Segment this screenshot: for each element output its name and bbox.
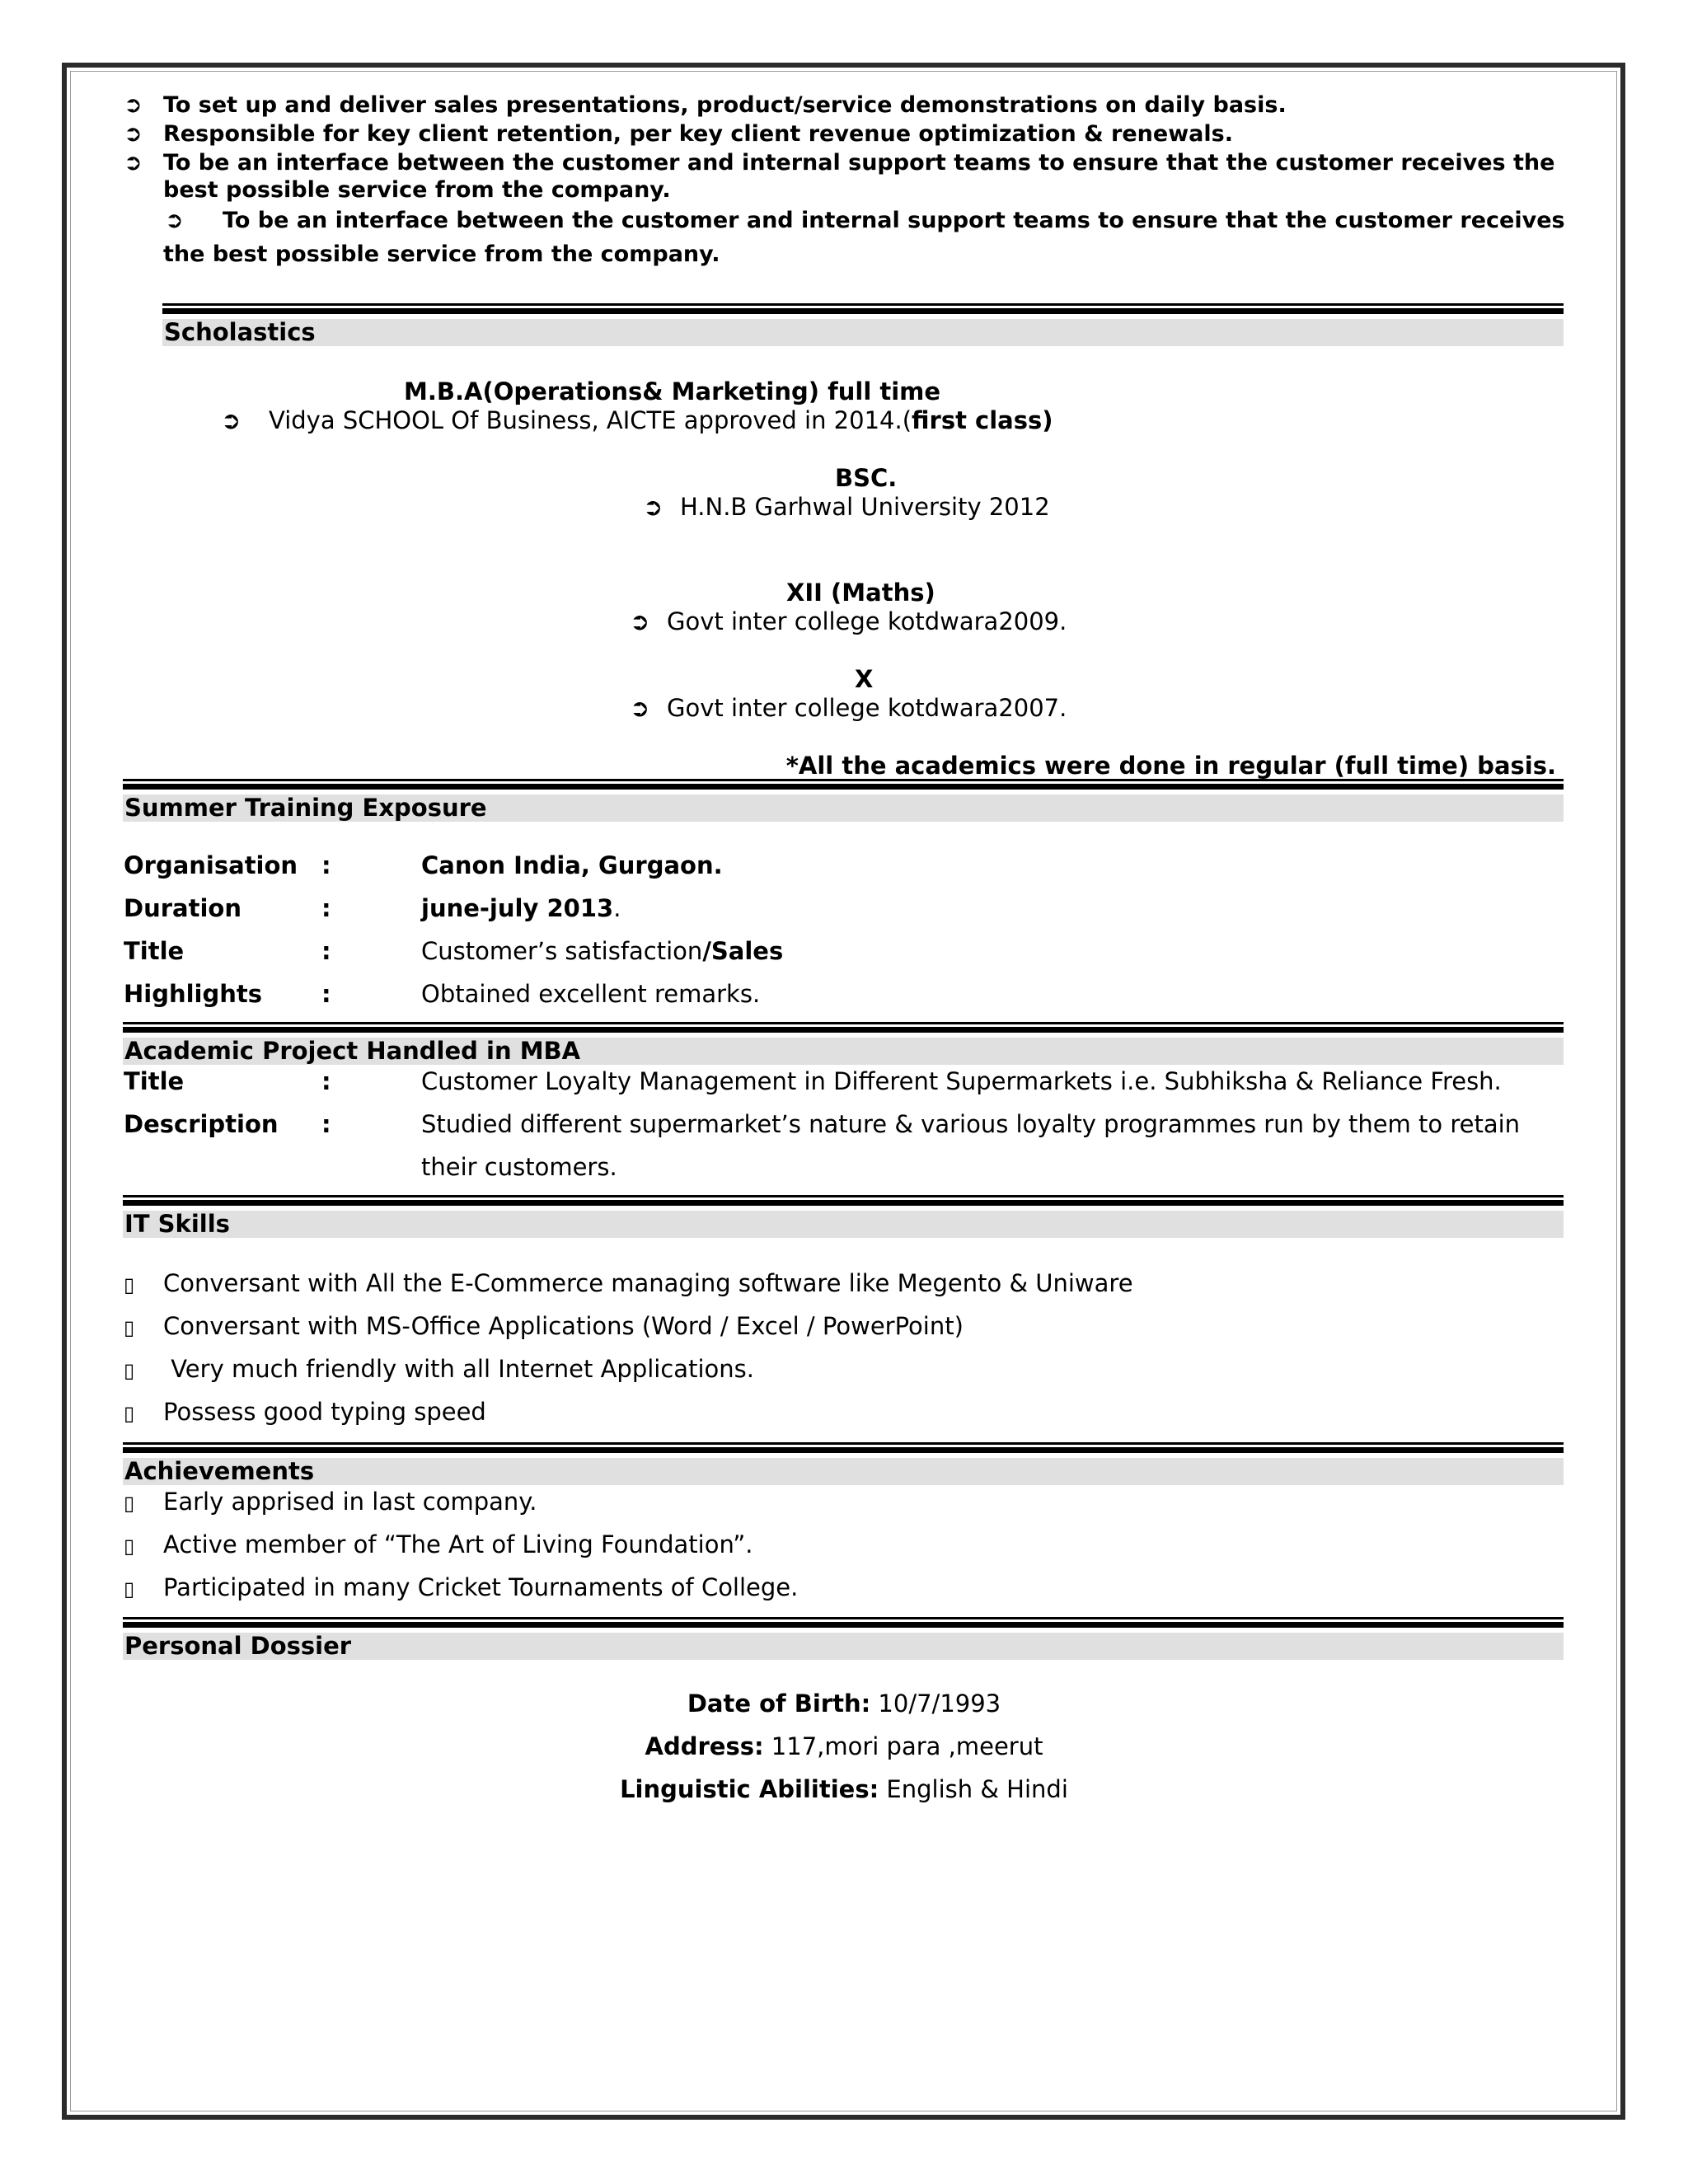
section-rule — [123, 779, 1564, 790]
achievement-item: ▯ Early apprised in last company. — [124, 1488, 537, 1516]
responsibility-item: ➲ To set up and deliver sales presentations, product/service demonstrations on daily basis. — [124, 92, 1287, 118]
bullet-icon: ▯ — [124, 1359, 135, 1382]
section-rule — [123, 1195, 1564, 1206]
degree-bsc-detail: ➲ H.N.B Garhwal University 2012 — [643, 493, 1050, 521]
training-label-duration: Duration — [124, 894, 241, 922]
section-rule — [162, 303, 1564, 314]
training-value-duration: june-july 2013. — [421, 894, 621, 922]
section-rule — [123, 1022, 1564, 1033]
responsibility-item: ➲ To be an interface between the customer and internal support teams to ensure that the customer receives the — [124, 150, 1555, 176]
arrow-icon: ➲ — [124, 92, 143, 118]
academics-note: *All the academics were done in regular (full time) basis. — [785, 752, 1556, 780]
training-value-highlights: Obtained excellent remarks. — [421, 980, 761, 1008]
project-label-description: Description — [124, 1110, 279, 1138]
responsibility-item: ➲ To be an interface between the customer and internal support teams to ensure that the customer receives — [165, 208, 1565, 233]
skill-item: ▯ Conversant with All the E-Commerce managing software like Megento & Uniware — [124, 1269, 1133, 1297]
responsibility-item: ➲ Responsible for key client retention, per key client revenue optimization & renewals. — [124, 121, 1233, 147]
training-value-title: Customer’s satisfaction/Sales — [421, 937, 784, 965]
bullet-icon: ▯ — [124, 1402, 135, 1425]
degree-x-title: X — [855, 665, 874, 693]
degree-xii-title: XII (Maths) — [786, 579, 935, 607]
section-heading-it-skills: IT Skills — [123, 1211, 1564, 1238]
skill-item: ▯ Possess good typing speed — [124, 1398, 486, 1426]
personal-dob: Date of Birth: 10/7/1993 — [687, 1690, 1001, 1718]
training-colon: : — [321, 937, 331, 965]
skill-item: ▯ Conversant with MS-Office Applications (Word / Excel / PowerPoint) — [124, 1312, 964, 1340]
training-colon: : — [321, 980, 331, 1008]
section-rule — [123, 1617, 1564, 1628]
bullet-icon: ▯ — [124, 1316, 135, 1339]
project-colon: : — [321, 1067, 331, 1095]
project-value-title: Customer Loyalty Management in Different Supermarkets i.e. Subhiksha & Reliance Fresh. — [421, 1067, 1502, 1095]
arrow-icon: ➲ — [124, 121, 143, 147]
training-colon: : — [321, 894, 331, 922]
arrow-icon: ➲ — [124, 150, 143, 176]
training-label-title: Title — [124, 937, 185, 965]
training-label-highlights: Highlights — [124, 980, 263, 1008]
bullet-icon: ▯ — [124, 1492, 135, 1515]
personal-languages: Linguistic Abilities: English & Hindi — [620, 1775, 1068, 1803]
project-value-description-continued: their customers. — [421, 1153, 617, 1181]
personal-address: Address: 117,mori para ,meerut — [645, 1732, 1043, 1760]
arrow-icon: ➲ — [630, 607, 650, 635]
section-heading-academic-project: Academic Project Handled in MBA — [123, 1038, 1564, 1065]
responsibility-item-continued: best possible service from the company. — [163, 177, 671, 203]
training-label-organisation: Organisation — [124, 851, 298, 879]
arrow-icon: ➲ — [165, 208, 184, 233]
achievement-item: ▯ Active member of “The Art of Living Foundation”. — [124, 1530, 753, 1558]
section-heading-scholastics: Scholastics — [162, 319, 1564, 346]
section-rule — [123, 1442, 1564, 1453]
project-colon: : — [321, 1110, 331, 1138]
degree-x-detail: ➲ Govt inter college kotdwara2007. — [630, 694, 1067, 722]
degree-bsc-title: BSC. — [835, 464, 898, 492]
degree-mba-title: M.B.A(Operations& Marketing) full time — [404, 377, 941, 405]
training-colon: : — [321, 851, 331, 879]
degree-mba-detail: ➲ Vidya SCHOOL Of Business, AICTE approved in 2014.(first class) — [221, 406, 1053, 434]
skill-item: ▯ Very much friendly with all Internet Applications. — [124, 1355, 754, 1383]
responsibility-item-continued: the best possible service from the company. — [163, 241, 720, 267]
achievement-item: ▯ Participated in many Cricket Tournaments of College. — [124, 1573, 799, 1601]
arrow-icon: ➲ — [630, 694, 650, 722]
arrow-icon: ➲ — [643, 493, 663, 521]
arrow-icon: ➲ — [221, 406, 241, 434]
bullet-icon: ▯ — [124, 1577, 135, 1601]
section-heading-achievements: Achievements — [123, 1458, 1564, 1485]
training-value-organisation: Canon India, Gurgaon. — [421, 851, 723, 879]
degree-xii-detail: ➲ Govt inter college kotdwara2009. — [630, 607, 1067, 635]
bullet-icon: ▯ — [124, 1535, 135, 1558]
section-heading-summer-training: Summer Training Exposure — [123, 794, 1564, 822]
bullet-icon: ▯ — [124, 1273, 135, 1296]
section-heading-personal-dossier: Personal Dossier — [123, 1633, 1564, 1660]
project-label-title: Title — [124, 1067, 185, 1095]
project-value-description: Studied different supermarket’s nature & various loyalty programmes run by them to retain — [421, 1110, 1521, 1138]
